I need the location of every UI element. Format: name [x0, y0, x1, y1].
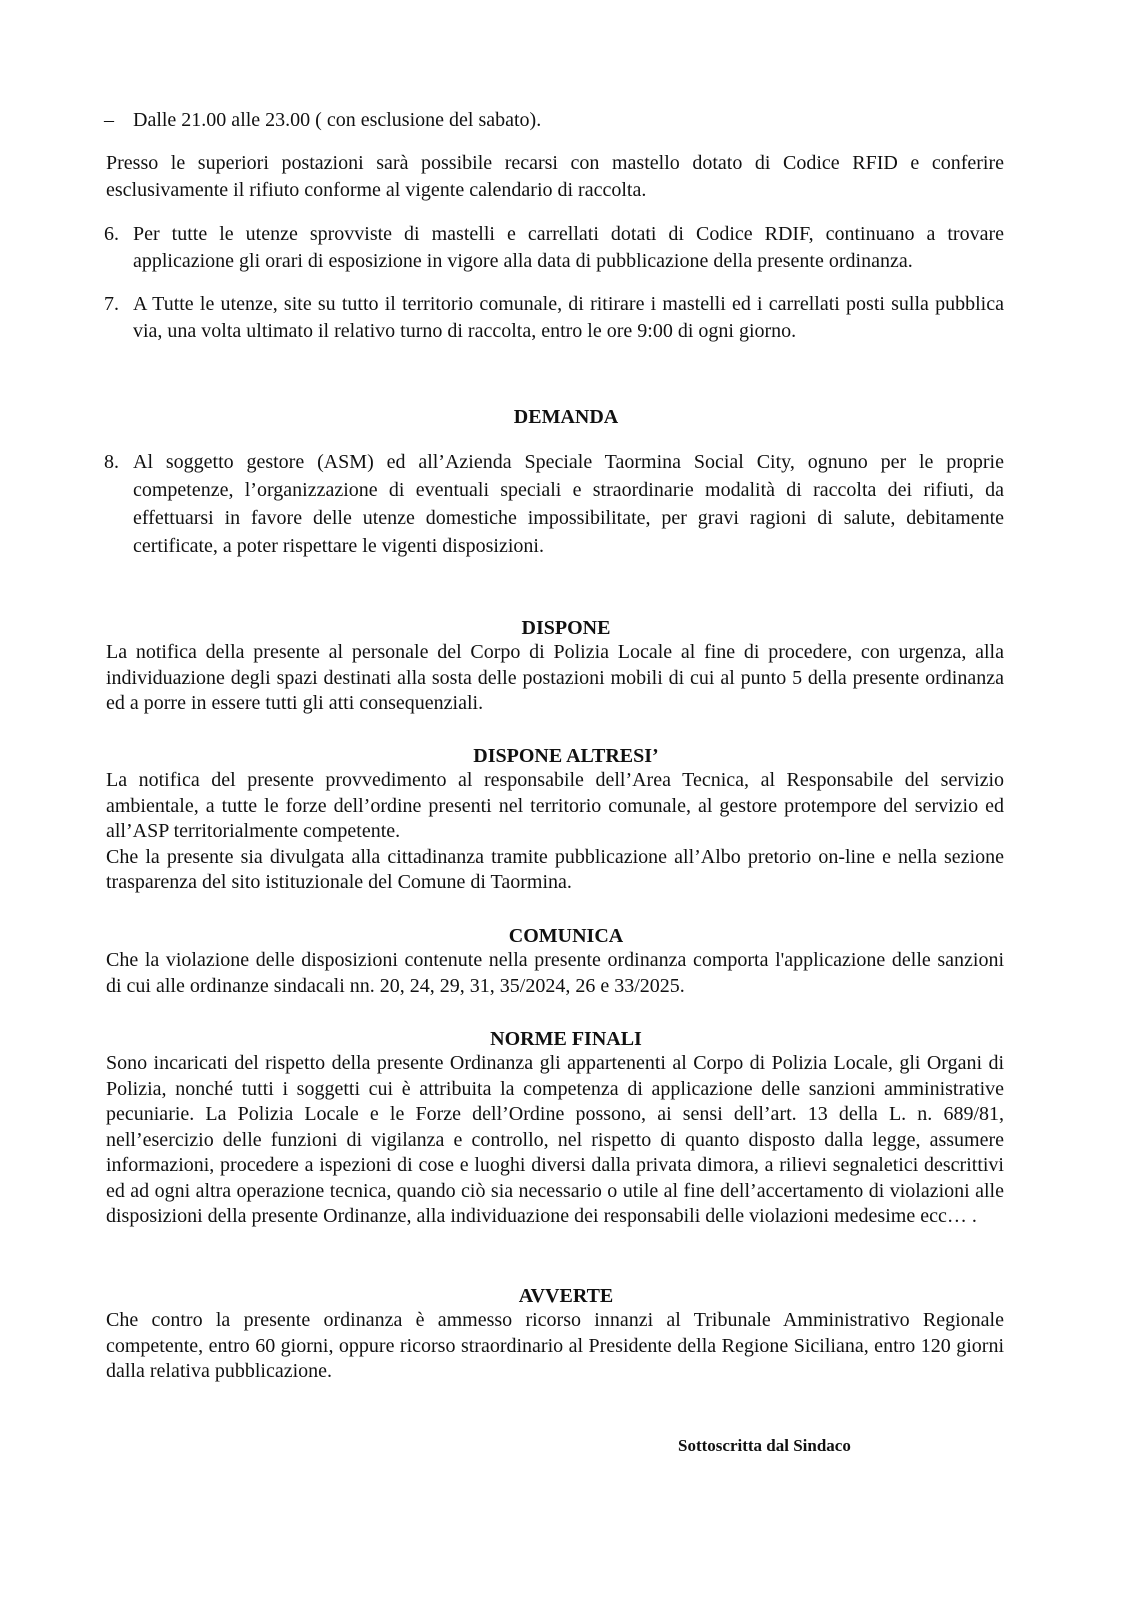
item-text: Al soggetto gestore (ASM) ed all’Azienda Speciale Taormina Social City, ognuno per le proprie competenze, l’organizzazione di eventuali speciali e straordinarie modalità di raccolta dei rifiuti, da effettuarsi in favore delle utenze domestiche impossibilitate, per gravi ragioni di salute, debitamente certificate, a poter rispettare le vigenti disposizioni. [133, 451, 1004, 557]
dispone-paragraph [106, 640, 1004, 717]
item-number: 8. [104, 451, 119, 473]
presso-paragraph [106, 150, 1004, 204]
avverte-text: Che contro la presente ordinanza è ammesso ricorso innanzi al Tribunale Amministrativo Regionale competente, entro 60 giorni, oppure ricorso straordinario al Presidente della Regione Siciliana, entro 120 giorni dalla relativa pubblicazione. [106, 1309, 1004, 1382]
avverte-paragraph [106, 1308, 1004, 1385]
item-number: 7. [104, 293, 119, 315]
dispone-altresi-text-2: Che la presente sia divulgata alla cittadinanza tramite pubblicazione all’Albo pretorio on-line e nella sezione trasparenza del sito istituzionale del Comune di Taormina. [106, 845, 1004, 893]
comunica-paragraph [106, 948, 1004, 999]
bullet-marker: – [104, 109, 114, 131]
heading-demanda: DEMANDA [513, 406, 619, 428]
norme-finali-paragraph [106, 1051, 1004, 1230]
comunica-text: Che la violazione delle disposizioni contenute nella presente ordinanza comporta l'applicazione delle sanzioni di cui alle ordinanze sindacali nn. 20, 24, 29, 31, 35/2024, 26 e 33/2025. [106, 949, 1004, 997]
item-number: 6. [104, 223, 119, 245]
heading-dispone-altresi: DISPONE ALTRESI’ [473, 745, 659, 767]
heading-norme-finali: NORME FINALI [490, 1028, 642, 1050]
heading-avverte: AVVERTE [518, 1285, 614, 1307]
item-text: Per tutte le utenze sprovviste di mastelli e carrellati dotati di Codice RDIF, continuano a trovare applicazione gli orari di esposizione in vigore alla data di pubblicazione della presente ordinanza. [133, 223, 1004, 272]
presso-text: Presso le superiori postazioni sarà possibile recarsi con mastello dotato di Codice RFID e conferire esclusivamente il rifiuto conforme al vigente calendario di raccolta. [106, 152, 1004, 201]
item-text: A Tutte le utenze, site su tutto il territorio comunale, di ritirare i mastelli ed i carrellati posti sulla pubblica via, una volta ultimato il relativo turno di raccolta, entro le ore 9:00 di ogni giorno. [133, 293, 1004, 342]
heading-dispone: DISPONE [521, 617, 611, 639]
dispone-altresi-text-1: La notifica del presente provvedimento al responsabile dell’Area Tecnica, al Responsabile del servizio ambientale, a tutte le forze dell’ordine presenti nel territorio comunale, al gestore protempore del servizio ed all’ASP territorialmente competente. [106, 769, 1004, 842]
bullet-line-text: Dalle 21.00 alle 23.00 ( con esclusione del sabato). [133, 109, 542, 131]
dispone-altresi-paragraph [106, 768, 1004, 896]
heading-comunica: COMUNICA [508, 925, 624, 947]
norme-finali-text: Sono incaricati del rispetto della presente Ordinanza gli appartenenti al Corpo di Polizia Locale, gli Organi di Polizia, nonché tutti i soggetti cui è attribuita la competenza di applicazione delle sanzioni amministrative pecuniarie. La Polizia Locale e le Forze dell’Ordine possono, ai sensi dell’art. 13 della L. n. 689/81, nell’esercizio delle funzioni di vigilanza e controllo, nel rispetto di quanto disposto dalla legge, assumere informazioni, procedere a ispezioni di cose e luoghi diversi dalla privata dimora, a rilievi segnaletici descrittivi ed ad ogni altra operazione tecnica, quando ciò sia necessario o utile al fine dell’accertamento di violazioni alle disposizioni della presente Ordinanze, alla individuazione dei responsabili delle violazioni medesime ecc… . [106, 1052, 1004, 1227]
dispone-text: La notifica della presente al personale del Corpo di Polizia Locale al fine di procedere, con urgenza, alla individuazione degli spazi destinati alla sosta delle postazioni mobili di cui al punto 5 della presente ordinanza ed a porre in essere tutti gli atti consequenziali. [106, 641, 1004, 714]
signature: Sottoscritta dal Sindaco [678, 1436, 851, 1455]
